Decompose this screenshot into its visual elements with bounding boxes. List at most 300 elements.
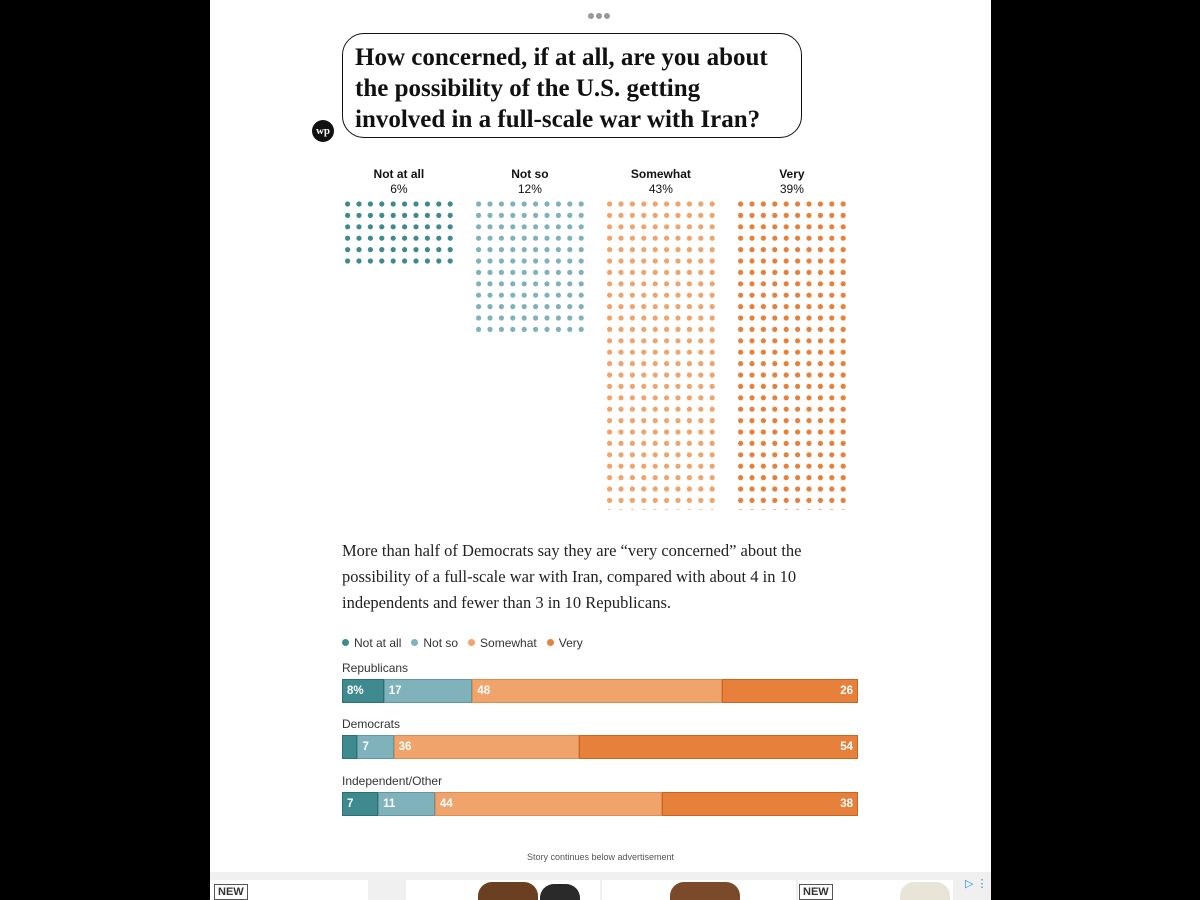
dot-mark bbox=[499, 327, 504, 332]
dot-mark bbox=[749, 350, 754, 355]
dot-mark bbox=[630, 201, 635, 206]
dot-mark bbox=[749, 338, 754, 343]
dot-mark bbox=[795, 201, 800, 206]
dot-mark bbox=[675, 350, 680, 355]
dot-mark bbox=[579, 327, 584, 332]
dot-mark bbox=[687, 486, 692, 491]
dot-mark bbox=[436, 247, 441, 252]
dot-mark bbox=[544, 213, 549, 218]
dot-mark bbox=[749, 247, 754, 252]
dot-mark bbox=[829, 384, 834, 389]
dot-mark bbox=[710, 293, 715, 298]
dot-mark bbox=[710, 224, 715, 229]
dot-mark bbox=[653, 407, 658, 412]
ad-product-image bbox=[540, 884, 580, 900]
bar-segment-somewhat: 48 bbox=[472, 679, 722, 703]
dot-mark bbox=[675, 429, 680, 434]
dot-mark bbox=[448, 224, 453, 229]
dot-mark bbox=[556, 281, 561, 286]
dot-mark bbox=[687, 213, 692, 218]
dot-mark bbox=[738, 441, 743, 446]
dot-mark bbox=[641, 395, 646, 400]
dot-mark bbox=[544, 293, 549, 298]
dot-mark bbox=[698, 327, 703, 332]
dot-mark bbox=[761, 464, 766, 469]
dot-mark bbox=[818, 395, 823, 400]
category-label: Not at all bbox=[373, 167, 425, 181]
dot-mark bbox=[579, 236, 584, 241]
legend-item bbox=[468, 636, 537, 650]
dot-mark bbox=[698, 361, 703, 366]
dot-mark bbox=[806, 498, 811, 503]
dot-mark bbox=[476, 281, 481, 286]
dot-mark bbox=[761, 304, 766, 309]
dot-mark bbox=[618, 350, 623, 355]
dot-mark bbox=[761, 429, 766, 434]
dot-mark bbox=[784, 475, 789, 480]
dot-mark bbox=[698, 304, 703, 309]
dot-mark bbox=[607, 372, 612, 377]
dot-mark bbox=[618, 361, 623, 366]
dot-mark bbox=[653, 327, 658, 332]
dot-mark bbox=[749, 258, 754, 263]
dot-mark bbox=[806, 475, 811, 480]
dot-mark bbox=[607, 281, 612, 286]
dot-mark bbox=[618, 395, 623, 400]
dot-mark bbox=[487, 213, 492, 218]
dot-mark bbox=[784, 429, 789, 434]
dot-mark bbox=[664, 498, 669, 503]
dot-mark bbox=[402, 236, 407, 241]
dot-mark bbox=[698, 350, 703, 355]
dot-mark bbox=[630, 509, 635, 510]
dot-mark bbox=[772, 304, 777, 309]
ad-product-image bbox=[670, 882, 740, 900]
dot-mark bbox=[772, 258, 777, 263]
dot-mark bbox=[761, 361, 766, 366]
dot-mark bbox=[607, 509, 612, 510]
dot-mark bbox=[698, 429, 703, 434]
dot-mark bbox=[448, 201, 453, 206]
dot-mark bbox=[533, 270, 538, 275]
dot-mark bbox=[522, 258, 527, 263]
dot-mark bbox=[710, 486, 715, 491]
dot-mark bbox=[806, 361, 811, 366]
dot-mark bbox=[795, 372, 800, 377]
dot-mark bbox=[806, 236, 811, 241]
dot-mark bbox=[402, 247, 407, 252]
dot-mark bbox=[664, 486, 669, 491]
adchoices-icon[interactable]: ▷ ⋮ bbox=[965, 878, 988, 890]
dot-mark bbox=[772, 213, 777, 218]
dot-mark bbox=[499, 270, 504, 275]
dot-mark bbox=[784, 247, 789, 252]
dot-mark bbox=[829, 418, 834, 423]
dot-mark bbox=[556, 304, 561, 309]
dot-mark bbox=[579, 201, 584, 206]
dot-mark bbox=[618, 270, 623, 275]
dot-mark bbox=[618, 304, 623, 309]
dot-mark bbox=[761, 498, 766, 503]
dot-mark bbox=[738, 213, 743, 218]
dot-mark bbox=[487, 270, 492, 275]
dot-mark bbox=[818, 486, 823, 491]
dot-mark bbox=[784, 509, 789, 510]
dot-mark bbox=[806, 293, 811, 298]
dot-mark bbox=[795, 315, 800, 320]
dot-mark bbox=[772, 407, 777, 412]
dot-mark bbox=[784, 270, 789, 275]
dot-mark bbox=[425, 213, 430, 218]
dot-mark bbox=[522, 315, 527, 320]
dot-mark bbox=[818, 338, 823, 343]
dot-mark bbox=[806, 407, 811, 412]
dot-mark bbox=[818, 270, 823, 275]
dot-mark bbox=[761, 350, 766, 355]
dot-mark bbox=[795, 464, 800, 469]
dot-mark bbox=[675, 236, 680, 241]
dot-mark bbox=[618, 213, 623, 218]
dot-mark bbox=[772, 270, 777, 275]
dot-mark bbox=[556, 236, 561, 241]
dot-mark bbox=[806, 338, 811, 343]
dot-mark bbox=[630, 475, 635, 480]
dot-mark bbox=[607, 464, 612, 469]
dot-mark bbox=[710, 361, 715, 366]
dot-mark bbox=[761, 486, 766, 491]
dot-mark bbox=[749, 304, 754, 309]
dot-mark bbox=[749, 224, 754, 229]
dot-mark bbox=[567, 247, 572, 252]
dot-mark bbox=[664, 395, 669, 400]
dot-mark bbox=[641, 213, 646, 218]
dot-mark bbox=[356, 247, 361, 252]
dot-mark bbox=[675, 281, 680, 286]
dot-mark bbox=[710, 429, 715, 434]
dot-mark bbox=[761, 224, 766, 229]
dot-mark bbox=[641, 258, 646, 263]
dot-mark bbox=[749, 441, 754, 446]
dot-mark bbox=[607, 293, 612, 298]
dot-mark bbox=[710, 418, 715, 423]
dot-mark bbox=[761, 270, 766, 275]
dot-mark bbox=[829, 327, 834, 332]
dot-mark bbox=[675, 201, 680, 206]
dot-mark bbox=[738, 498, 743, 503]
dot-mark bbox=[841, 293, 846, 298]
dot-mark bbox=[510, 201, 515, 206]
dot-mark bbox=[738, 350, 743, 355]
dot-column-not-at-all bbox=[345, 201, 453, 263]
dot-mark bbox=[579, 258, 584, 263]
dot-mark bbox=[664, 429, 669, 434]
dot-mark bbox=[710, 452, 715, 457]
dot-mark bbox=[533, 224, 538, 229]
dot-mark bbox=[653, 281, 658, 286]
dot-mark bbox=[841, 441, 846, 446]
more-options-icon[interactable] bbox=[588, 6, 614, 16]
dot-mark bbox=[664, 338, 669, 343]
dot-mark bbox=[413, 247, 418, 252]
dot-mark bbox=[841, 327, 846, 332]
dot-mark bbox=[391, 201, 396, 206]
dot-mark bbox=[567, 304, 572, 309]
dot-mark bbox=[522, 293, 527, 298]
dot-mark bbox=[687, 498, 692, 503]
dot-mark bbox=[579, 213, 584, 218]
dot-mark bbox=[738, 327, 743, 332]
dot-mark bbox=[510, 270, 515, 275]
dot-mark bbox=[653, 464, 658, 469]
dot-mark bbox=[356, 236, 361, 241]
chart-question: How concerned, if at all, are you about the possibility of the U.S. getting involved in a full-scale war with Iran? bbox=[355, 44, 768, 133]
dot-mark bbox=[806, 315, 811, 320]
dot-mark bbox=[356, 213, 361, 218]
dot-mark bbox=[345, 201, 350, 206]
dot-mark bbox=[829, 407, 834, 412]
dot-mark bbox=[738, 201, 743, 206]
dot-mark bbox=[653, 395, 658, 400]
bar-segment-not-at-all bbox=[342, 735, 357, 759]
dot-mark bbox=[618, 281, 623, 286]
dot-mark bbox=[653, 441, 658, 446]
dot-mark bbox=[749, 418, 754, 423]
dot-mark bbox=[675, 464, 680, 469]
dot-mark bbox=[379, 258, 384, 263]
dot-mark bbox=[641, 407, 646, 412]
dot-mark bbox=[738, 475, 743, 480]
bar-segment-very: 38 bbox=[662, 792, 858, 816]
dot-mark bbox=[687, 429, 692, 434]
dot-mark bbox=[784, 498, 789, 503]
dot-mark bbox=[687, 452, 692, 457]
dot-mark bbox=[607, 429, 612, 434]
dot-mark bbox=[533, 258, 538, 263]
dot-mark bbox=[675, 258, 680, 263]
dot-mark bbox=[710, 201, 715, 206]
dot-mark bbox=[425, 236, 430, 241]
dot-mark bbox=[818, 452, 823, 457]
dot-mark bbox=[806, 201, 811, 206]
dot-mark bbox=[618, 338, 623, 343]
dot-mark bbox=[448, 213, 453, 218]
dot-mark bbox=[738, 452, 743, 457]
dot-mark bbox=[368, 258, 373, 263]
dot-mark bbox=[829, 304, 834, 309]
dot-mark bbox=[448, 236, 453, 241]
dot-mark bbox=[425, 247, 430, 252]
dot-mark bbox=[687, 304, 692, 309]
dot-mark bbox=[818, 361, 823, 366]
dot-mark bbox=[664, 441, 669, 446]
dot-mark bbox=[698, 338, 703, 343]
dot-mark bbox=[749, 201, 754, 206]
dot-mark bbox=[795, 247, 800, 252]
dot-mark bbox=[818, 201, 823, 206]
dot-mark bbox=[784, 452, 789, 457]
dot-mark bbox=[841, 418, 846, 423]
dot-mark bbox=[579, 224, 584, 229]
dot-mark bbox=[487, 224, 492, 229]
dot-mark bbox=[784, 372, 789, 377]
dot-mark bbox=[653, 372, 658, 377]
dot-mark bbox=[675, 395, 680, 400]
dot-mark bbox=[436, 236, 441, 241]
dot-mark bbox=[607, 384, 612, 389]
dot-mark bbox=[630, 315, 635, 320]
dot-mark bbox=[761, 372, 766, 377]
dot-mark bbox=[653, 452, 658, 457]
dot-mark bbox=[738, 384, 743, 389]
dot-mark bbox=[772, 236, 777, 241]
dot-mark bbox=[841, 338, 846, 343]
dot-mark bbox=[510, 304, 515, 309]
category-percent: 12% bbox=[517, 182, 542, 196]
dot-mark bbox=[379, 201, 384, 206]
dot-mark bbox=[795, 350, 800, 355]
dot-mark bbox=[784, 304, 789, 309]
dot-mark bbox=[607, 350, 612, 355]
dot-mark bbox=[749, 315, 754, 320]
dot-mark bbox=[698, 270, 703, 275]
dot-mark bbox=[806, 384, 811, 389]
dot-mark bbox=[829, 509, 834, 510]
dot-mark bbox=[499, 236, 504, 241]
dot-mark bbox=[487, 281, 492, 286]
dot-mark bbox=[698, 418, 703, 423]
dot-mark bbox=[653, 350, 658, 355]
dot-mark bbox=[653, 361, 658, 366]
dot-mark bbox=[698, 293, 703, 298]
dot-mark bbox=[806, 247, 811, 252]
dot-mark bbox=[795, 270, 800, 275]
dot-mark bbox=[567, 293, 572, 298]
dot-mark bbox=[653, 429, 658, 434]
category-percent: 6% bbox=[390, 182, 408, 196]
dot-mark bbox=[618, 384, 623, 389]
dot-mark bbox=[630, 270, 635, 275]
dot-mark bbox=[675, 247, 680, 252]
dot-mark bbox=[772, 498, 777, 503]
dot-mark bbox=[630, 452, 635, 457]
dot-mark bbox=[795, 258, 800, 263]
dot-mark bbox=[710, 498, 715, 503]
dot-mark bbox=[368, 201, 373, 206]
dot-mark bbox=[379, 236, 384, 241]
bar-segment-somewhat: 44 bbox=[435, 792, 662, 816]
dot-mark bbox=[664, 384, 669, 389]
dot-mark bbox=[784, 486, 789, 491]
dot-mark bbox=[784, 258, 789, 263]
dot-mark bbox=[698, 464, 703, 469]
dot-mark bbox=[772, 293, 777, 298]
dot-mark bbox=[675, 486, 680, 491]
dot-mark bbox=[749, 395, 754, 400]
dot-mark bbox=[653, 201, 658, 206]
dot-mark bbox=[641, 361, 646, 366]
category-percent: 43% bbox=[648, 182, 673, 196]
dot-mark bbox=[345, 224, 350, 229]
dot-mark bbox=[607, 395, 612, 400]
category-label: Very bbox=[779, 167, 805, 181]
dot-mark bbox=[607, 236, 612, 241]
dot-mark bbox=[795, 429, 800, 434]
dot-mark bbox=[749, 475, 754, 480]
dot-mark bbox=[641, 338, 646, 343]
dot-mark bbox=[818, 498, 823, 503]
dot-mark bbox=[607, 452, 612, 457]
dot-mark bbox=[345, 213, 350, 218]
dot-mark bbox=[829, 213, 834, 218]
dot-mark bbox=[829, 498, 834, 503]
stacked-bar-row bbox=[342, 735, 858, 759]
dot-mark bbox=[664, 327, 669, 332]
dot-mark bbox=[664, 350, 669, 355]
dot-mark bbox=[607, 498, 612, 503]
bar-segment-not-at-all: 8% bbox=[342, 679, 384, 703]
dot-mark bbox=[795, 395, 800, 400]
dot-mark bbox=[487, 236, 492, 241]
dot-mark bbox=[567, 258, 572, 263]
dot-mark bbox=[772, 247, 777, 252]
dot-mark bbox=[841, 350, 846, 355]
legend-swatch bbox=[547, 639, 554, 646]
dot-mark bbox=[618, 293, 623, 298]
dot-mark bbox=[772, 224, 777, 229]
dot-mark bbox=[784, 384, 789, 389]
dot-mark bbox=[630, 372, 635, 377]
dot-mark bbox=[607, 361, 612, 366]
dot-mark bbox=[795, 327, 800, 332]
dot-mark bbox=[487, 327, 492, 332]
dot-mark bbox=[761, 475, 766, 480]
dot-mark bbox=[738, 224, 743, 229]
dot-column-not-so bbox=[476, 201, 584, 332]
dot-mark bbox=[738, 338, 743, 343]
dot-mark bbox=[829, 361, 834, 366]
dot-mark bbox=[618, 327, 623, 332]
dot-mark bbox=[675, 418, 680, 423]
dot-mark bbox=[641, 201, 646, 206]
dot-mark bbox=[738, 247, 743, 252]
dot-mark bbox=[687, 327, 692, 332]
dot-mark bbox=[710, 213, 715, 218]
dot-column-header bbox=[334, 167, 464, 197]
dot-mark bbox=[618, 498, 623, 503]
dot-mark bbox=[795, 338, 800, 343]
dot-mark bbox=[687, 441, 692, 446]
dot-mark bbox=[818, 407, 823, 412]
dot-column-header bbox=[596, 167, 726, 197]
dot-mark bbox=[749, 293, 754, 298]
dot-mark bbox=[641, 293, 646, 298]
dot-mark bbox=[533, 304, 538, 309]
dot-mark bbox=[522, 224, 527, 229]
dot-mark bbox=[698, 452, 703, 457]
dot-mark bbox=[698, 201, 703, 206]
dot-mark bbox=[607, 418, 612, 423]
dot-mark bbox=[618, 258, 623, 263]
dot-mark bbox=[379, 213, 384, 218]
dot-mark bbox=[698, 224, 703, 229]
dot-mark bbox=[618, 236, 623, 241]
dot-mark bbox=[710, 372, 715, 377]
dot-mark bbox=[795, 281, 800, 286]
dot-mark bbox=[499, 258, 504, 263]
dot-mark bbox=[761, 327, 766, 332]
dot-mark bbox=[607, 315, 612, 320]
bar-group-label: Democrats bbox=[342, 717, 401, 731]
